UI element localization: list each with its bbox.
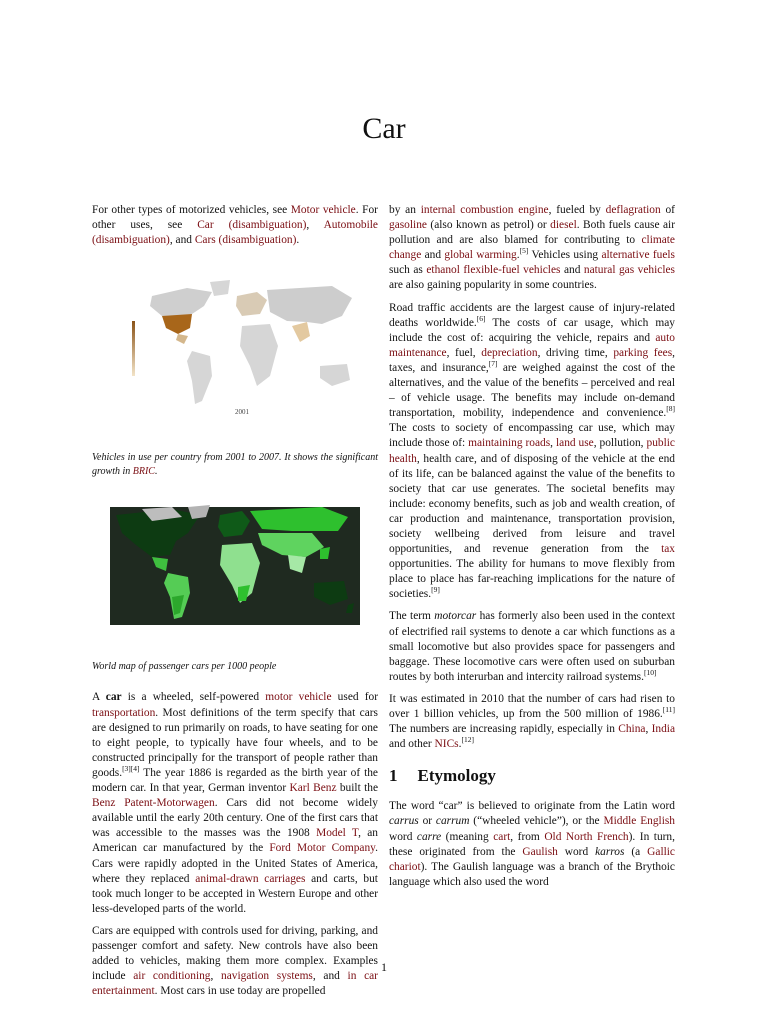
term-car: car — [105, 691, 122, 704]
statistics-paragraph: It was estimated in 2010 that the number of cars had risen to over 1 billion vehicles, up from the 500 million of 1986.[11] The numbers are increasing rapidly, especially in China, India and other NICs.[12] — [389, 692, 675, 751]
link-nics[interactable]: NICs — [434, 738, 459, 751]
link-gasoline[interactable]: gasoline — [389, 219, 427, 232]
vehicles-in-use-map-figure — [92, 276, 378, 431]
etymology-paragraph: The word “car” is believed to originate from the Latin word carrus or carrum (“wheeled vehicle”), or the Middle English word carre (meaning cart, from Old North French). In turn, these originated from the Gaulish word karros (a Gallic chariot). The Gaulish language was a branch of the Brythoic language which also used the word — [389, 800, 676, 888]
intro-paragraph: A car is a wheeled, self-powered motor vehicle used for transportation. Most definitions of the term specify that cars are designed to run primarily on roads, to have seating for one to eight people, to typically have four wheels, and to be constructed principally for the transport of people rather than goods.[3][4] The year 1886 is regarded as the birth year of the modern car. In that year, German inventor Karl Benz built the Benz Patent-Motorwagen. Cars did not become widely available until the early 20th century. One of the first cars that was accessible to the masses was the 1908 Model T, an American car manufactured by the Ford Motor Company. Cars were rapidly adopted in the United States of America, where they replaced animal-drawn carriages and carts, but took much longer to be accepted in Western Europe and other less-developed parts of the world. — [92, 691, 379, 915]
hatnote: For other types of motorized vehicles, see Motor vehicle. For other uses, see Car (disambiguation), Automobile (disambiguation), and Cars (disambiguation). — [92, 204, 378, 247]
term-karros: karros — [595, 845, 625, 858]
link-navigation-systems[interactable]: navigation systems — [221, 970, 313, 983]
citation-9[interactable]: [9] — [431, 585, 440, 595]
link-deflagration[interactable]: deflagration — [605, 204, 661, 216]
left-column — [92, 203, 378, 1006]
link-cart[interactable]: cart — [493, 830, 511, 843]
citation-12[interactable]: [12] — [461, 735, 474, 745]
citation-11[interactable]: [11] — [662, 705, 675, 715]
link-air-conditioning[interactable]: air conditioning — [133, 970, 211, 983]
section-title: Etymology — [417, 766, 496, 786]
passenger-cars-map-figure — [92, 501, 378, 646]
citation-3-4[interactable]: [3][4] — [122, 764, 140, 774]
link-gallic-chariot[interactable]: Gallic chariot — [389, 845, 675, 873]
right-column — [389, 203, 675, 897]
section-heading-etymology — [389, 766, 675, 786]
link-tax[interactable]: tax — [661, 543, 675, 556]
citation-7[interactable]: [7] — [488, 359, 498, 369]
term-motorcar: motorcar — [434, 610, 477, 623]
figure-caption-vehicles: Vehicles in use per country from 2001 to 2007. It shows the significant growth in BRIC. — [92, 452, 378, 478]
link-climate-change[interactable]: climate change — [389, 234, 675, 262]
term-carre: carre — [416, 830, 442, 843]
controls-paragraph: Cars are equipped with controls used for driving, parking, and passenger comfort and safety. New controls have also been added to vehicles, making them more complex. Examples include air conditioning, navigation systems, and in car entertainment. Most cars in use today are propelled — [92, 924, 378, 998]
link-diesel[interactable]: diesel — [550, 219, 577, 232]
link-cars-disambiguation[interactable]: Cars (disambiguation) — [194, 234, 297, 247]
link-ethanol-flexible-fuel-vehicles[interactable]: ethanol flexible-fuel vehicles — [426, 264, 561, 277]
page-title: Car — [362, 112, 406, 145]
link-animal-drawn-carriages[interactable]: animal-drawn carriages — [195, 872, 306, 885]
link-benz-patent-motorwagen[interactable]: Benz Patent-Motorwagen — [92, 797, 215, 810]
passenger-cars-map[interactable] — [92, 501, 378, 641]
link-old-north-french[interactable]: Old North French — [544, 830, 629, 843]
link-karl-benz[interactable]: Karl Benz — [289, 782, 337, 795]
figure-caption-passenger-cars: World map of passenger cars per 1000 people — [92, 661, 277, 673]
link-internal-combustion-engine[interactable]: internal combustion engine — [420, 204, 549, 216]
link-auto-maintenance[interactable]: auto maintenance — [389, 331, 675, 359]
link-middle-english[interactable]: Middle English — [603, 815, 676, 828]
citation-6[interactable]: [6] — [476, 313, 486, 323]
fuel-paragraph: by an internal combustion engine, fueled by deflagration of gasoline (also known as petrol) or diesel. Both fuels cause air pollution and are also blamed for contributing to climate change and global warming.[5] Vehicles using alternative fuels such as ethanol flexible-fuel vehicles and natural gas vehicles are also gaining popularity in some countries. — [389, 204, 676, 292]
vehicles-in-use-map[interactable] — [92, 276, 378, 426]
motorcar-paragraph: The term motorcar has formerly also been used in the context of electrified rail systems to denote a car which functions as a small locomotive but also provides space for passengers and baggage. These locomotive cars were often used on suburban routes by both interurban and intercity railroad systems.[10] — [389, 610, 675, 683]
map-year-label: 2001 — [235, 408, 249, 417]
link-gaulish[interactable]: Gaulish — [522, 845, 558, 858]
link-china[interactable]: China — [618, 723, 646, 736]
link-public-health[interactable]: public health — [389, 437, 675, 465]
page-number: 1 — [381, 960, 387, 974]
link-maintaining-roads[interactable]: maintaining roads — [468, 437, 551, 450]
link-global-warming[interactable]: global warming — [444, 249, 517, 262]
link-transportation[interactable]: transportation — [92, 706, 156, 719]
link-ford-motor-company[interactable]: Ford Motor Company — [269, 842, 376, 855]
citation-5[interactable]: [5] — [519, 246, 529, 256]
term-carrus: carrus — [389, 815, 419, 828]
link-in-car-entertainment[interactable]: in car entertainment — [92, 970, 378, 998]
link-india[interactable]: India — [651, 723, 675, 736]
link-alternative-fuels[interactable]: alternative fuels — [601, 249, 675, 262]
link-automobile-disambiguation[interactable]: Automobile (disambiguation) — [92, 219, 378, 247]
section-number: 1 — [389, 766, 398, 786]
term-carrum: carrum — [435, 815, 470, 828]
link-model-t[interactable]: Model T — [316, 827, 359, 840]
link-motor-vehicle-2[interactable]: motor vehicle — [265, 691, 332, 704]
link-natural-gas-vehicles[interactable]: natural gas vehicles — [583, 264, 675, 277]
link-car-disambiguation[interactable]: Car (disambiguation) — [197, 219, 307, 232]
citation-10[interactable]: [10] — [643, 668, 657, 678]
costs-paragraph: Road traffic accidents are the largest cause of injury-related deaths worldwide.[6] The costs of car usage, which may include the cost of: acquiring the vehicle, repairs and auto maintenance, fuel, depreciation, driving time, parking fees, taxes, and insurance,[7] are weighed against the cost of the alternatives, and the value of the benefits – perceived and real – of vehicle usage. The benefits may include on-demand transportation, mobility, independence and convenience.[8] The costs to society of encompassing car use, which may include those of: maintaining roads, land use, pollution, public health, health care, and of disposing of the vehicle at the end of its life, can be balanced against the value of the benefits to society that car use generates. The societal benefits may include: economy benefits, such as job and wealth creation, of car production and maintenance, transportation provision, society wellbeing derived from leisure and travel opportunities, and revenue generation from the tax opportunities. The ability for humans to move flexibly from place to place has far-reaching implications for the nature of societies.[9] — [389, 301, 676, 601]
link-motor-vehicle[interactable]: Motor vehicle — [290, 204, 356, 216]
citation-8[interactable]: [8] — [666, 404, 675, 414]
link-bric[interactable]: BRIC — [132, 466, 155, 478]
link-depreciation[interactable]: depreciation — [481, 346, 538, 359]
link-land-use[interactable]: land use — [555, 437, 594, 450]
link-parking-fees[interactable]: parking fees — [613, 346, 673, 359]
